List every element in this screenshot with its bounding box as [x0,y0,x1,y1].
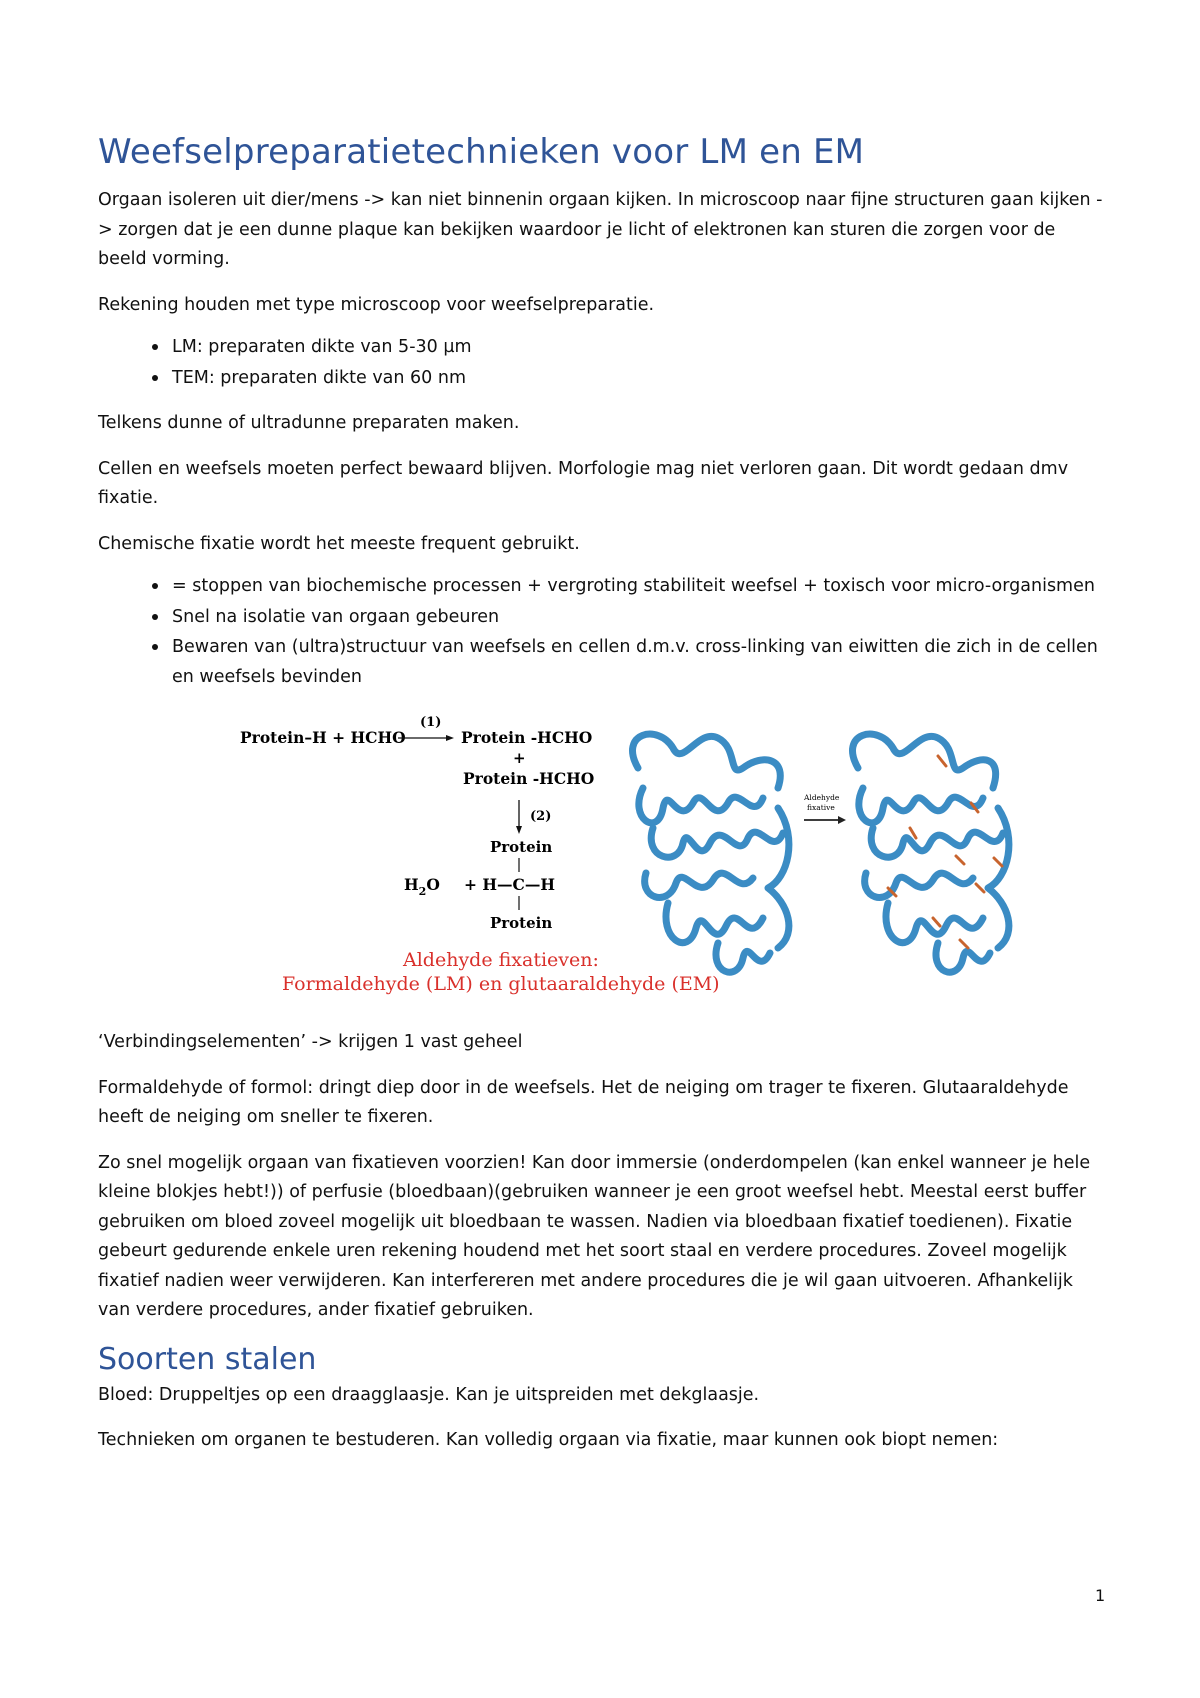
water-molecule: $H_2O$ [404,875,440,898]
paragraph-chemical-fixation: Chemische fixatie wordt het meeste frequent gebruikt. [98,533,580,554]
list-item: • = stoppen van biochemische processen + vergroting stabiliteit weefsel + toxisch voor micro-organismen [170,571,1108,602]
product-2: Protein -HCHO [463,769,595,788]
paragraph-thin-sections: Telkens dunne of ultradunne preparaten maken. [98,413,520,433]
paragraph-connecting-elements: ‘Verbindingselementen’ -> krijgen 1 vast geheel [98,1032,523,1052]
arrow-label-line-1: Aldehyde [804,793,840,802]
step-1-label: (1) [420,715,442,730]
fixation-list [98,571,1108,692]
methylene-bridge: + H—C—H [464,875,556,894]
section-title-soorten-stalen: Soorten stalen [98,1341,317,1377]
plus-sign: + [513,749,526,767]
protein-fixed-icon [853,734,1009,972]
paragraph-blood: Bloed: Druppeltjes op een draagglaasje. Kan je uitspreiden met dekglaasje. [98,1384,760,1405]
fixation-diagram [98,708,1108,1008]
caption-line-2: Formaldehyde (LM) en glutaaraldehyde (EM) [282,973,720,995]
aldehyde-fixation-figure [98,708,1108,1008]
fixative-arrow-head [838,816,846,824]
reaction-reactants: Protein–H + HCHO [240,728,406,747]
list-item: • Bewaren van (ultra)structuur van weefsels en cellen d.m.v. cross-linking van eiwitten die zich in de cellen en weefsels bevinden [170,632,1108,692]
list-item: • Snel na isolatie van orgaan gebeuren [170,602,1108,633]
reaction-arrow-1-head [446,735,454,741]
protein-unfixed-icon [633,734,789,972]
caption-line-1: Aldehyde fixatieven: [403,949,599,971]
paragraph-preservation: Cellen en weefsels moeten perfect bewaard blijven. Morfologie mag niet verloren gaan. Dit wordt gedaan dmv fixatie. [98,458,1069,508]
paragraph-organ-techniques: Technieken om organen te bestuderen. Kan volledig orgaan via fixatie, maar kunnen ook biopt nemen: [98,1430,999,1450]
page-title: Weefselpreparatietechnieken voor LM en EM [98,132,865,172]
paragraph-formaldehyde: Formaldehyde of formol: dringt diep door in de weefsels. Het de neiging om trager te fixeren. Glutaaraldehyde heeft de neiging om sneller te fixeren. [98,1077,1069,1127]
paragraph-microscope-type: Rekening houden met type microscoop voor weefselpreparatie. [98,294,655,315]
product-1: Protein -HCHO [461,728,593,747]
step-2-label: (2) [530,809,552,824]
page-number: 1 [1095,1586,1106,1605]
arrow-label-line-2: fixative [807,803,835,812]
document-body [98,132,1108,1472]
reaction-arrow-2-head [516,826,522,834]
paragraph-intro: Orgaan isoleren uit dier/mens -> kan niet binnenin orgaan kijken. In microscoop naar fijne structuren gaan kijken -> zorgen dat je een dunne plaque kan bekijken waardoor je licht of elektronen kan sturen die zorgen voor de beeld vorming. [98,190,1103,269]
thickness-list [98,332,1108,393]
protein-top: Protein [490,838,553,856]
protein-bottom: Protein [490,914,553,932]
list-item: • TEM: preparaten dikte van 60 nm [170,363,1108,394]
list-item: • LM: preparaten dikte van 5-30 µm [170,332,1108,363]
paragraph-fixation-procedure: Zo snel mogelijk orgaan van fixatieven voorzien! Kan door immersie (onderdompelen (kan enkel wanneer je hele kleine blokjes hebt!)) of perfusie (bloedbaan)(gebruiken wanneer je een groot weefsel hebt. Meestal eerst buffer gebruiken om bloed zoveel mogelijk uit bloedbaan te wassen. Nadien via bloedbaan fixatief toedienen). Fixatie gebeurt gedurende enkele uren rekening houdend met het soort staal en verdere procedures. Zoveel mogelijk fixatief nadien weer verwijderen. Kan interfereren met andere procedures die je wil gaan uitvoeren. Afhankelijk van verdere procedures, ander fixatief gebruiken. [98,1152,1091,1320]
